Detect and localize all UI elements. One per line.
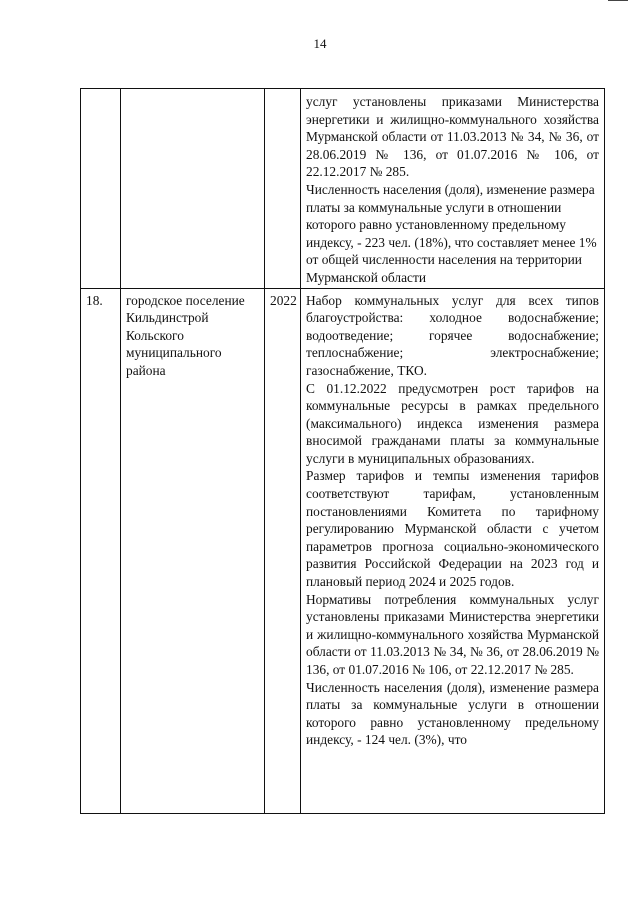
settlement-cell bbox=[121, 288, 265, 813]
description-paragraph: Набор коммунальных услуг для всех типов благоустройства: холодное водоснабжение; водоотведение; горячее водоснабжение; теплоснабжение; электроснабжение; газоснабжение, ТКО. bbox=[306, 292, 599, 378]
page-number: 14 bbox=[313, 36, 327, 51]
settlement-name: городское поселение Кильдинстрой Кольского муниципального района bbox=[126, 292, 245, 378]
year-cell bbox=[265, 89, 301, 289]
table-row bbox=[81, 288, 605, 813]
tariff-table bbox=[80, 88, 605, 814]
year-cell: 2022 bbox=[265, 288, 301, 813]
description-paragraph: Численность населения (доля), изменение размера платы за коммунальные услуги в отношении которого равно установленному предельному индексу, - 124 чел. (3%), что bbox=[306, 679, 599, 748]
scan-artifact-line bbox=[608, 0, 628, 1]
description-cell bbox=[301, 89, 605, 289]
row-number-cell: 18. bbox=[81, 288, 121, 813]
description-paragraph: Размер тарифов и темпы изменения тарифов соответствуют тарифам, установленным постановлениями Комитета по тарифному регулированию Мурманской области с учетом параметров прогноза социально-экономического развития Российской Федерации на 2023 год и плановый период 2024 и 2025 годов. bbox=[306, 468, 599, 590]
description-paragraph: услуг установлены приказами Министерства энергетики и жилищно-коммунального хозяйства Мурманской области от 11.03.2013 № 34, № 36, от 28.06.2019 № 136, от 01.07.2016 № 106, от 22.12.2017 № 285. bbox=[306, 94, 599, 180]
description-cell bbox=[301, 288, 605, 813]
description-paragraph: С 01.12.2022 предусмотрен рост тарифов на коммунальные ресурсы в рамках предельного (максимального) индекса изменения размера вносимой гражданами платы за коммунальные услуги в муниципальных образованиях. bbox=[306, 380, 599, 466]
settlement-cell bbox=[121, 89, 265, 289]
description-paragraph: Нормативы потребления коммунальных услуг установлены приказами Министерства энергетики и жилищно-коммунального хозяйства Мурманской области от 11.03.2013 № 34, № 36, от 28.06.2019 № 136, от 01.07.2016 № 106, от 22.12.2017 № 285. bbox=[306, 591, 599, 677]
row-number-cell bbox=[81, 89, 121, 289]
table-row bbox=[81, 89, 605, 289]
description-paragraph: Численность населения (доля), изменение размера платы за коммунальные услуги в отношении которого равно установленному предельному индексу, - 223 чел. (18%), что составляет менее 1% от общей численности населения на территории Мурманской области bbox=[306, 181, 597, 285]
